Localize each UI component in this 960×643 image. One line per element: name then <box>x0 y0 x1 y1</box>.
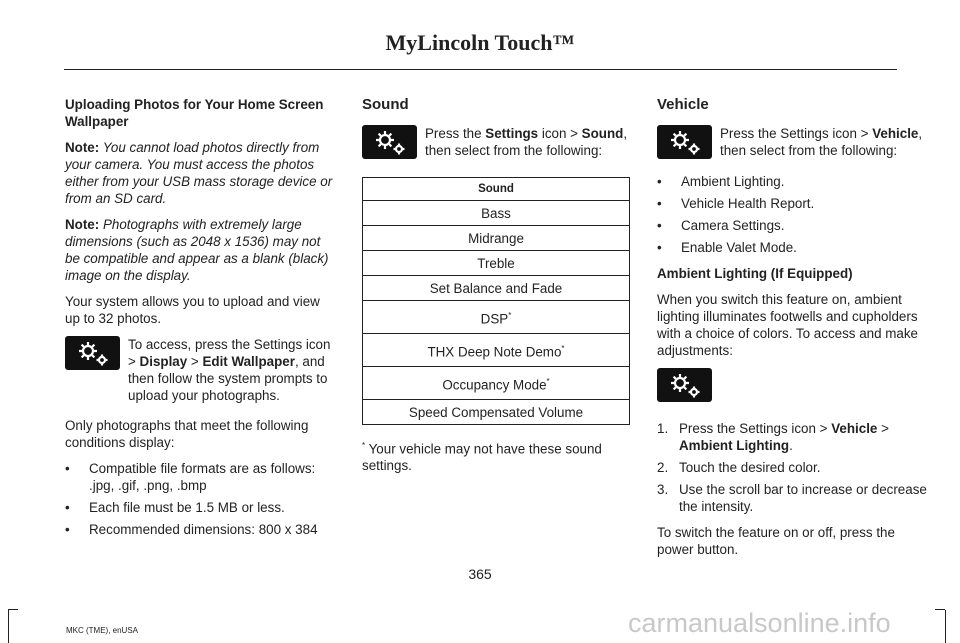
note-camera: Note: You cannot load photos directly from your camera. You must access the photos either from your USB mass storage device or from an SD card. <box>65 140 333 206</box>
sound-intro-text: Press the Settings icon > Sound, then select from the following: <box>425 126 628 158</box>
gear-icon <box>362 125 417 159</box>
access-instruction <box>65 336 337 404</box>
table-row: Treble <box>363 251 630 276</box>
header-rule <box>64 69 897 70</box>
conditions-list <box>65 460 337 538</box>
photo-capacity-text: Your system allows you to upload and view up to 32 photos. <box>65 294 320 326</box>
column-vehicle <box>657 96 927 567</box>
crop-mark <box>945 610 946 643</box>
ambient-lighting-text: When you switch this feature on, ambient lighting illuminates footwells and cupholders with a choice of colors. To access and make adjustments: <box>657 292 918 358</box>
conditions-text: Only photographs that meet the following conditions display: <box>65 418 309 450</box>
list-item: 3. Use the scroll bar to increase or decrease the intensity. <box>657 482 927 514</box>
sound-footnote: * Your vehicle may not have these sound settings. <box>362 441 602 474</box>
note-dimensions: Note: Photographs with extremely large dimensions (such as 2048 x 1536) may not be compatible and appear as a blank (black) image on the display. <box>65 217 329 283</box>
table-row: Occupancy Mode* <box>363 367 630 400</box>
list-item: • Camera Settings. <box>657 217 927 234</box>
list-item: • Compatible file formats are as follows: .jpg, .gif, .png, .bmp <box>65 460 337 494</box>
table-row: Set Balance and Fade <box>363 276 630 301</box>
vehicle-options-list <box>657 173 927 256</box>
list-item: • Vehicle Health Report. <box>657 195 927 212</box>
crop-mark <box>8 609 18 610</box>
sound-settings-table <box>362 177 630 425</box>
running-header: MyLincoln Touch™ <box>385 30 575 55</box>
table-header: Sound <box>363 178 630 201</box>
section-heading-wallpaper: Uploading Photos for Your Home Screen Wallpaper <box>65 97 324 129</box>
list-item: 2. Touch the desired color. <box>657 460 821 475</box>
ambient-steps-list <box>657 420 927 515</box>
list-item: • Enable Valet Mode. <box>657 239 927 256</box>
power-button-text: To switch the feature on or off, press the power button. <box>657 525 895 557</box>
sound-instruction <box>362 125 630 159</box>
column-sound <box>362 96 630 483</box>
vehicle-intro-text: Press the Settings icon > Vehicle, then select from the following: <box>720 126 923 158</box>
column-wallpaper <box>65 96 337 547</box>
gear-icon <box>657 368 712 402</box>
list-item: • Recommended dimensions: 800 x 384 <box>65 521 337 538</box>
section-title-vehicle: Vehicle <box>657 96 709 113</box>
list-item: 1. Press the Settings icon > Vehicle > Ambient Lighting. <box>657 421 889 453</box>
table-row: DSP* <box>363 301 630 334</box>
table-row: Speed Compensated Volume <box>363 400 630 425</box>
access-text: To access, press the Settings icon > Display > Edit Wallpaper, and then follow the system prompts to upload your photographs. <box>128 337 331 403</box>
gear-icon <box>65 336 120 370</box>
watermark: carmanualsonline.info <box>628 608 891 638</box>
crop-mark <box>935 609 945 610</box>
crop-mark <box>8 610 9 643</box>
list-item: • Each file must be 1.5 MB or less. <box>65 499 337 516</box>
table-row: Midrange <box>363 226 630 251</box>
gear-icon <box>657 125 712 159</box>
subheading-ambient-lighting: Ambient Lighting (If Equipped) <box>657 266 853 281</box>
section-title-sound: Sound <box>362 96 409 113</box>
page-number: 365 <box>468 566 492 582</box>
table-row: THX Deep Note Demo* <box>363 334 630 367</box>
vehicle-instruction <box>657 125 927 159</box>
table-row: Bass <box>363 201 630 226</box>
list-item: • Ambient Lighting. <box>657 173 927 190</box>
document-footer: MKC (TME), enUSA <box>66 626 139 635</box>
